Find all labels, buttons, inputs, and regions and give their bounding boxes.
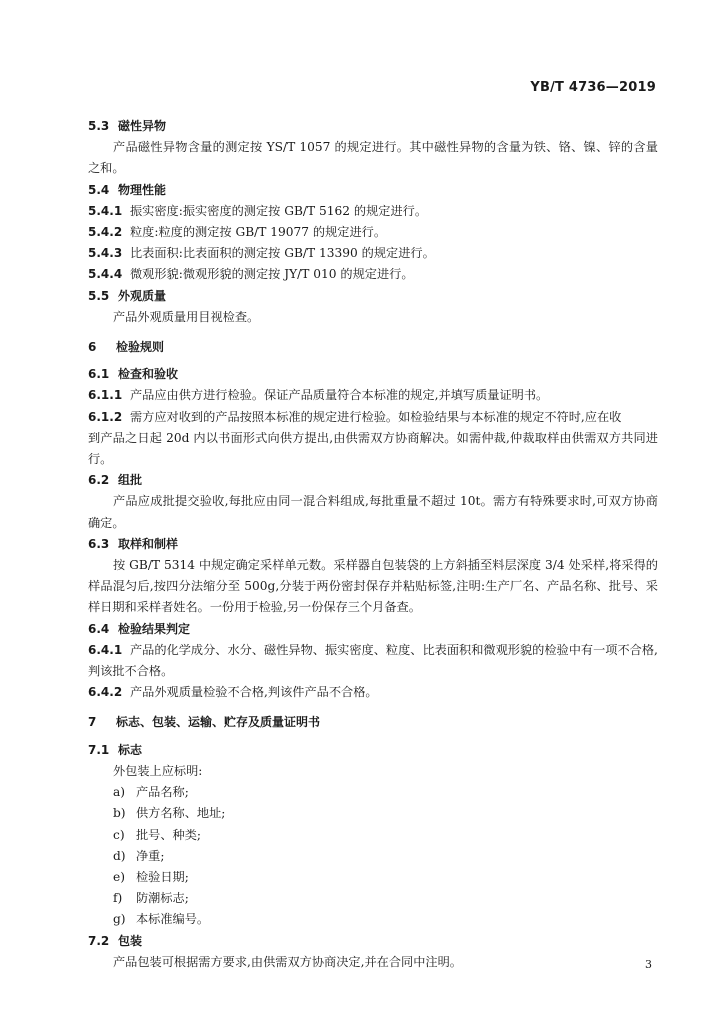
clause-6-4-1: 6.4.1 产品的化学成分、水分、磁性异物、振实密度、粒度、比表面积和微观形貌的检验中有一项不合格,	[88, 642, 658, 657]
list-item: b) 供方名称、地址;	[113, 806, 226, 821]
list-item: d) 净重;	[113, 848, 165, 863]
heading-6-2: 6.2 组批	[88, 473, 143, 488]
page-number: 3	[645, 958, 652, 971]
paragraph-5-3: 产品磁性异物含量的测定按 YS/T 1057 的规定进行。其中磁性异物的含量为铁、铬、镍、锌的含量之和。	[88, 140, 658, 176]
paragraph-7-2: 产品包装可根据需方要求,由供需双方协商决定,并在合同中注明。	[113, 954, 462, 969]
list-item: e) 检验日期;	[113, 869, 189, 884]
marking-intro: 外包装上应标明:	[113, 763, 203, 778]
heading-7: 7 标志、包装、运输、贮存及质量证明书	[88, 715, 321, 730]
heading-6: 6 检验规则	[88, 340, 165, 355]
heading-5-3: 5.3 磁性异物	[88, 119, 167, 133]
heading-7-1: 7.1 标志	[88, 742, 143, 757]
clause-5-4-4: 5.4.4 微观形貌:微观形貌的测定按 JY/T 010 的规定进行。	[88, 267, 414, 282]
clause-6-1-2: 6.1.2 需方应对收到的产品按照本标准的规定进行检验。如检验结果与本标准的规定不符时,应在收	[88, 409, 622, 424]
clause-6-1-2-continued: 到产品之日起 20d 内以书面形式向供方提出,由供需双方协商解决。如需仲裁,仲裁取样由供需双方共同进行。	[88, 430, 658, 467]
heading-6-3: 6.3 取样和制样	[88, 536, 179, 551]
standard-code: YB/T 4736—2019	[530, 80, 656, 95]
heading-5-4: 5.4 物理性能	[88, 182, 167, 197]
heading-5-5: 5.5 外观质量	[88, 288, 167, 303]
list-item: g) 本标准编号。	[113, 912, 210, 927]
clause-6-4-2: 6.4.2 产品外观质量检验不合格,判该件产品不合格。	[88, 685, 378, 700]
list-item: f) 防潮标志;	[113, 891, 189, 906]
clause-6-4-1-continued: 判该批不合格。	[88, 664, 174, 679]
clause-6-1-1: 6.1.1 产品应由供方进行检验。保证产品质量符合本标准的规定,并填写质量证明书。	[88, 388, 549, 403]
page-content	[88, 116, 658, 973]
clause-5-4-1: 5.4.1 振实密度:振实密度的测定按 GB/T 5162 的规定进行。	[88, 203, 428, 218]
clause-5-4-3: 5.4.3 比表面积:比表面积的测定按 GB/T 13390 的规定进行。	[88, 246, 435, 261]
list-item: a) 产品名称;	[113, 785, 189, 800]
list-item: c) 批号、种类;	[113, 827, 202, 842]
paragraph-6-3: 按 GB/T 5314 中规定确定采样单元数。采样器自包装袋的上方斜插至料层深度 3/4 处采样,将采得的样品混匀后,按四分法缩分至 500g,分装于两份密封保存并粘贴标签,注明:生产厂名、产品名称、批号、采样日期和采样者姓名。一份用于检验,另一份保存三个月备查。	[88, 558, 658, 615]
clause-5-4-2: 5.4.2 粒度:粒度的测定按 GB/T 19077 的规定进行。	[88, 225, 387, 240]
heading-6-1: 6.1 检查和验收	[88, 367, 179, 382]
heading-7-2: 7.2 包装	[88, 933, 143, 948]
paragraph-5-5: 产品外观质量用目视检查。	[113, 309, 260, 324]
heading-6-4: 6.4 检验结果判定	[88, 621, 191, 636]
paragraph-6-2: 产品应成批提交验收,每批应由同一混合料组成,每批重量不超过 10t。需方有特殊要求时,可双方协商确定。	[88, 494, 658, 530]
